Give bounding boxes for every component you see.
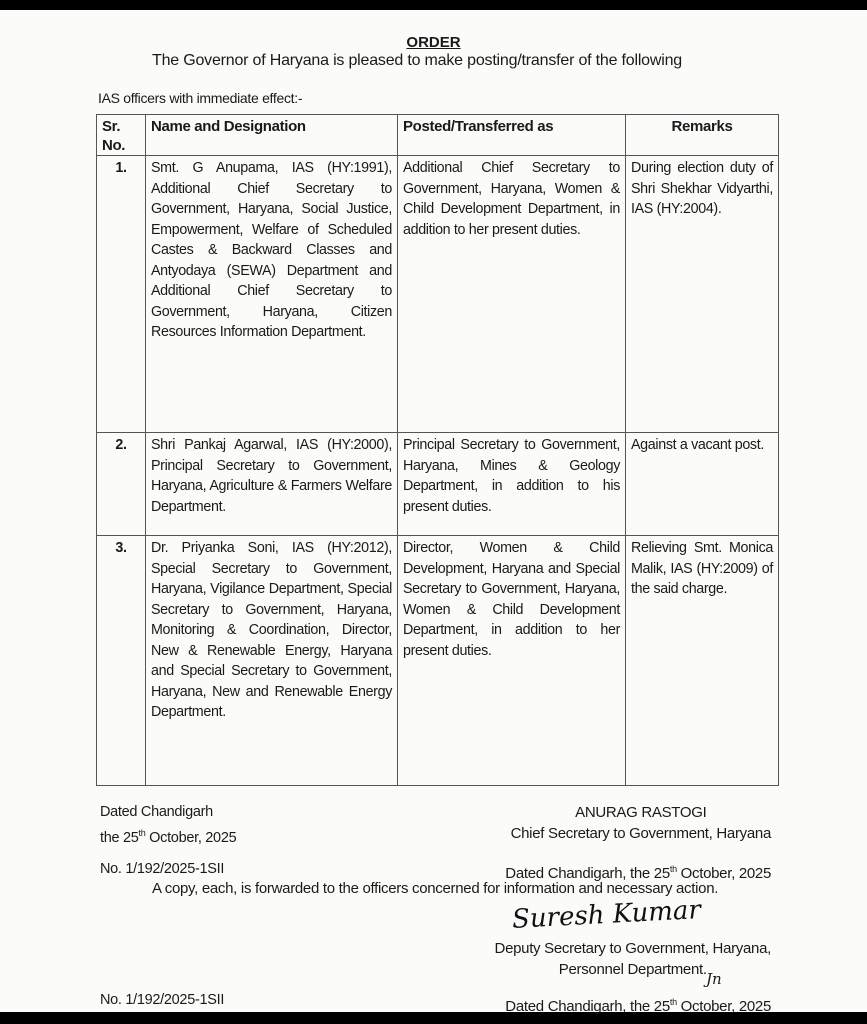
- date-sup: th: [669, 864, 677, 874]
- header-sr-no: Sr. No.: [97, 115, 146, 156]
- date-text: October, 2025: [676, 865, 771, 882]
- deputy-title: Deputy Secretary to Government, Haryana,: [494, 940, 771, 957]
- name-cell: Dr. Priyanka Soni, IAS (HY:2012), Special Secretary to Government, Haryana, Vigilance Department, Special Secretary to Government, Haryana, Monitoring & Coordination, Director, New & Renewable Energy, Haryana and Special Secretary to Government, Haryana, New and Renewable Energy Department.: [146, 536, 398, 786]
- deputy-dept: Personnel Department.: [558, 961, 707, 978]
- dated-block: [100, 802, 236, 849]
- table-header-row: [97, 115, 779, 156]
- table-row: [97, 433, 779, 536]
- header-posted: Posted/Transferred as: [398, 115, 626, 156]
- dated-place: Dated Chandigarh: [100, 804, 213, 820]
- posted-cell: Principal Secretary to Government, Haryana, Mines & Geology Department, in addition to his present duties.: [398, 433, 626, 536]
- signatory-title: Chief Secretary to Government, Haryana: [510, 825, 771, 842]
- name-cell: Smt. G Anupama, IAS (HY:1991), Additional Chief Secretary to Government, Haryana, Social Justice, Empowerment, Welfare of Scheduled Castes & Backward Classes and Antyodaya (SEWA) Department and Additional Chief Secretary to Government, Haryana, Citizen Resources Information Department.: [146, 156, 398, 433]
- memo-date-2: [505, 992, 771, 1017]
- signatory-name: ANURAG RASTOGI: [575, 804, 707, 821]
- posted-cell: Director, Women & Child Development, Haryana and Special Secretary to Government, Haryana, Women & Child Development Department, in addition to her present duties.: [398, 536, 626, 786]
- posted-cell: Additional Chief Secretary to Government, Haryana, Women & Child Development Department, in addition to her present duties.: [398, 156, 626, 433]
- header-remarks: Remarks: [626, 115, 779, 156]
- date-text: the 25: [100, 829, 139, 846]
- date-text: October, 2025: [145, 829, 237, 846]
- intro-line-2: IAS officers with immediate effect:-: [98, 90, 303, 106]
- dated-date: [100, 823, 236, 849]
- memo-number-2: No. 1/192/2025-1SII: [100, 992, 225, 1008]
- sr-cell: 1.: [97, 156, 146, 433]
- date-sup: th: [669, 997, 677, 1007]
- deputy-block: [495, 938, 771, 980]
- order-heading: ORDER: [406, 34, 461, 51]
- document-page: [0, 10, 867, 1015]
- date-text: October, 2025: [676, 998, 771, 1015]
- remarks-cell: Relieving Smt. Monica Malik, IAS (HY:2009) of the said charge.: [626, 536, 779, 786]
- remarks-cell: Against a vacant post.: [626, 433, 779, 536]
- postings-table: [96, 114, 779, 786]
- header-name: Name and Designation: [146, 115, 398, 156]
- date-text: Dated Chandigarh, the 25: [505, 865, 670, 882]
- table-row: [97, 156, 779, 433]
- name-cell: Shri Pankaj Agarwal, IAS (HY:2000), Principal Secretary to Government, Haryana, Agriculture & Farmers Welfare Department.: [146, 433, 398, 536]
- table-row: [97, 536, 779, 786]
- signature: Suresh Kumar: [511, 895, 702, 935]
- initials: Jn: [706, 970, 722, 988]
- intro-line-1: The Governor of Haryana is pleased to make posting/transfer of the following: [152, 52, 682, 69]
- sr-cell: 2.: [97, 433, 146, 536]
- date-text: Dated Chandigarh, the 25: [505, 998, 670, 1015]
- copy-forward-text: A copy, each, is forwarded to the officers concerned for information and necessary action.: [152, 880, 719, 897]
- date-sup: th: [138, 828, 146, 838]
- memo-number: No. 1/192/2025-1SII: [100, 861, 225, 877]
- signatory-block: [511, 802, 771, 844]
- sr-cell: 3.: [97, 536, 146, 786]
- remarks-cell: During election duty of Shri Shekhar Vidyarthi, IAS (HY:2004).: [626, 156, 779, 433]
